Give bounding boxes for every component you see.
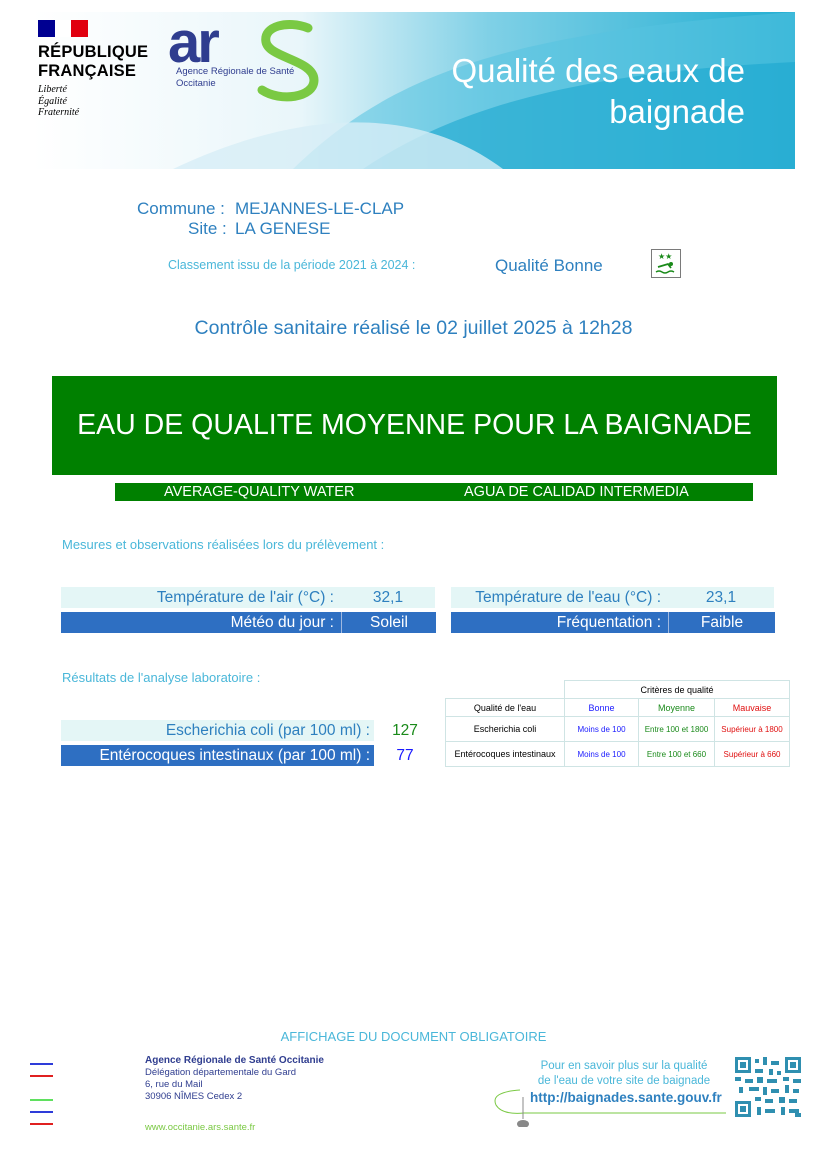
ars-line1: Agence Régionale de Santé	[176, 66, 295, 77]
quality-badge	[651, 249, 681, 278]
republique-francaise-logo	[38, 20, 163, 119]
footer-address	[145, 1055, 324, 1103]
criteria-mauvaise-header: Mauvaise	[715, 699, 790, 717]
temp-eau-label: Température de l'eau (°C) :	[451, 587, 668, 608]
criteria-col-header: Qualité de l'eau	[446, 699, 565, 717]
criteria-row-name: Entérocoques intestinaux	[446, 742, 565, 767]
baignades-url-link[interactable]: http://baignades.sante.gouv.fr	[530, 1090, 722, 1105]
resultats-section-label: Résultats de l'analyse laboratoire :	[62, 670, 261, 685]
commune-value: MEJANNES-LE-CLAP	[235, 199, 405, 218]
title-line2: baignade	[609, 93, 745, 130]
criteria-bonne: Moins de 100	[565, 742, 639, 767]
criteria-bonne: Moins de 100	[565, 717, 639, 742]
page-title	[360, 50, 745, 132]
criteria-mauvaise: Supérieur à 660	[715, 742, 790, 767]
verdict-english: AVERAGE-QUALITY WATER	[164, 484, 355, 500]
mandatory-display-notice: AFFICHAGE DU DOCUMENT OBLIGATOIRE	[280, 1029, 547, 1044]
commune-label: Commune :	[137, 199, 225, 218]
svg-text:ar: ar	[168, 18, 217, 75]
footer-agency: Agence Régionale de Santé Occitanie	[145, 1055, 324, 1066]
motto-fraternite: Fraternité	[38, 107, 80, 118]
ecoli-value: 127	[392, 722, 418, 739]
french-flag-icon	[38, 20, 88, 37]
title-line1: Qualité des eaux de	[451, 52, 745, 89]
rf-line2: FRANÇAISE	[38, 62, 137, 80]
footer-delegation: Délégation départementale du Gard	[145, 1067, 297, 1078]
verdict-spanish: AGUA DE CALIDAD INTERMEDIA	[464, 484, 689, 500]
footer-website-link[interactable]: www.occitanie.ars.sante.fr	[145, 1122, 256, 1133]
more-info-line1: Pour en savoir plus sur la qualité	[540, 1060, 708, 1072]
motto-liberte: Liberté	[38, 84, 67, 95]
controle-sanitaire-title: Contrôle sanitaire réalisé le 02 juillet 2025 à 12h28	[194, 317, 633, 339]
more-info-line2: de l'eau de votre site de baignade	[537, 1075, 711, 1087]
ars-logo	[168, 18, 328, 102]
criteria-row	[446, 717, 790, 742]
criteria-moyenne-header: Moyenne	[639, 699, 715, 717]
empty-corner	[446, 681, 565, 699]
site-label: Site :	[188, 219, 227, 238]
criteria-row	[446, 742, 790, 767]
ars-line2: Occitanie	[176, 78, 216, 89]
criteria-mauvaise: Supérieur à 1800	[715, 717, 790, 742]
criteria-title: Critères de qualité	[565, 681, 790, 699]
classement-label: Classement issu de la période 2021 à 2024 :	[168, 258, 416, 272]
footer-city: 30906 NÎMES Cedex 2	[145, 1091, 243, 1102]
entero-value: 77	[396, 747, 414, 764]
more-info-text	[528, 1059, 720, 1089]
verdict-text: EAU DE QUALITE MOYENNE POUR LA BAIGNADE	[77, 409, 752, 441]
meteo-value: Soleil	[341, 612, 436, 633]
criteria-bonne-header: Bonne	[565, 699, 639, 717]
footer-decorative-lines	[30, 1063, 53, 1135]
motto-egalite: Égalité	[38, 95, 67, 107]
ecoli-label: Escherichia coli (par 100 ml) :	[61, 720, 374, 741]
mesures-section-label: Mesures et observations réalisées lors du prélèvement :	[62, 537, 385, 552]
verdict-banner	[52, 376, 777, 475]
entero-label: Entérocoques intestinaux (par 100 ml) :	[61, 745, 374, 766]
rf-line1: RÉPUBLIQUE	[38, 43, 149, 61]
temp-air-label: Température de l'air (°C) :	[61, 587, 341, 608]
qr-code-icon[interactable]	[735, 1057, 801, 1117]
criteria-row-name: Escherichia coli	[446, 717, 565, 742]
two-stars-swimmer-icon	[652, 250, 680, 277]
frequentation-label: Fréquentation :	[451, 612, 668, 633]
verdict-translations	[115, 483, 753, 501]
ars-subtitle	[176, 66, 294, 90]
temp-air-value: 32,1	[341, 587, 435, 608]
quality-criteria-table	[445, 680, 790, 767]
rf-motto	[38, 84, 163, 119]
criteria-moyenne: Entre 100 et 660	[639, 742, 715, 767]
temp-eau-value: 23,1	[668, 587, 774, 608]
classement-value: Qualité Bonne	[495, 256, 603, 275]
svg-text:★★: ★★	[658, 252, 673, 261]
site-value: LA GENESE	[235, 219, 331, 238]
criteria-moyenne: Entre 100 et 1800	[639, 717, 715, 742]
footer-street: 6, rue du Mail	[145, 1079, 203, 1090]
frequentation-value: Faible	[668, 612, 775, 633]
meteo-label: Météo du jour :	[61, 612, 341, 633]
rf-name	[38, 43, 163, 81]
